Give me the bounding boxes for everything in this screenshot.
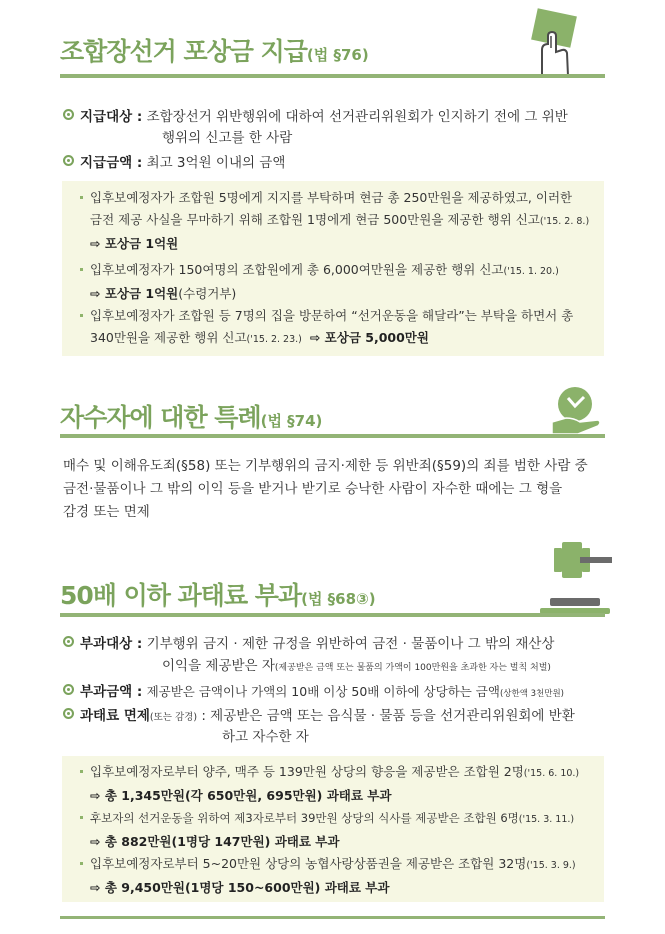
square-bullet-icon <box>80 314 83 317</box>
s3-exempt-item <box>63 706 608 728</box>
s1-ex2-date: ('15. 1. 20.) <box>503 266 559 277</box>
hand-holding-ballot-icon <box>522 6 584 78</box>
s3-ex1-result: ⇨ 총 1,345만원(각 650만원, 695만원) 과태료 부과 <box>90 788 392 803</box>
s1-ex1-line2: 금전 제공 사실을 무마하기 위해 조합원 1명에게 현금 500만원을 제공한 행위 신고 <box>90 212 540 227</box>
bullet-dot-icon <box>63 684 74 695</box>
s3-target-text1: 기부행위 금지 · 제한 규정을 위반하여 금전 · 물품이나 그 밖의 재산상 <box>146 636 555 652</box>
s3-ex2-line1: 후보자의 선거운동을 위하여 제3자로부터 39만원 상당의 식사를 제공받은 조합원 6명 <box>90 811 519 825</box>
s1-ex3-line1: 입후보예정자가 조합원 등 7명의 집을 방문하여 “선거운동을 해달라”는 부탁을 하면서 총 <box>90 308 574 323</box>
s3-ex3-result: ⇨ 총 9,450만원(1명당 150~600만원) 과태료 부과 <box>90 880 390 895</box>
s3-ex3-line1: 입후보예정자로부터 5~20만원 상당의 농협사랑상품권을 제공받은 조합원 32명 <box>90 856 527 871</box>
section1-law-ref: (법 §76) <box>306 46 369 64</box>
section2-law-ref: (법 §74) <box>260 412 323 430</box>
s1-example-3 <box>80 305 600 351</box>
s3-example-2 <box>80 807 600 853</box>
s3-target-note: (제공받은 금액 또는 물품의 가액이 100만원을 초과한 자는 벌칙 처벌) <box>274 663 551 673</box>
square-bullet-icon <box>80 268 83 271</box>
s3-target-text2: 이익을 제공받은 자 <box>162 658 275 674</box>
s1-target-label: 지급대상 : <box>80 109 143 125</box>
s1-ex3-result: ⇨ 포상금 5,000만원 <box>309 330 429 345</box>
s3-ex1-date: ('15. 6. 10.) <box>523 768 580 779</box>
s1-example-2 <box>80 259 600 305</box>
square-bullet-icon <box>80 196 83 199</box>
s1-ex2-result-note: (수령거부) <box>178 286 237 301</box>
section3-rule <box>60 613 605 617</box>
square-bullet-icon <box>80 862 83 865</box>
s1-ex1-date: ('15. 2. 8.) <box>539 216 590 227</box>
s3-exempt-note: (또는 감경) <box>149 712 198 723</box>
s3-amount-text: 제공받은 금액이나 가액의 10배 이상 50배 이하에 상당하는 금액 <box>146 684 500 699</box>
s3-exempt-text1: : 제공받은 금액 또는 음식물 · 물품 등을 선거관리위원회에 반환 <box>201 708 575 724</box>
s3-target-item <box>63 634 608 655</box>
s3-example-1 <box>80 761 600 807</box>
s1-target-text1: 조합장선거 위반행위에 대하여 선거관리위원회가 인지하기 전에 그 위반 <box>146 109 568 125</box>
s3-ex3-date: ('15. 3. 9.) <box>526 860 576 871</box>
bullet-dot-icon <box>63 636 74 647</box>
bullet-dot-icon <box>63 708 74 719</box>
s3-amount-label: 부과금액 : <box>80 684 143 700</box>
s3-target-label: 부과대상 : <box>80 636 143 652</box>
s1-amount-text: 최고 3억원 이내의 금액 <box>146 155 286 171</box>
s2-line1: 매수 및 이해유도죄(§58) 또는 기부행위의 금지·제한 등 위반죄(§59)의 죄를 범한 사람 중 <box>63 458 588 474</box>
s1-example-1 <box>80 187 600 255</box>
s2-line2: 금전·물품이나 그 밖의 이익 등을 받거나 받기로 승낙한 사람이 자수한 때에는 그 형을 <box>63 481 563 497</box>
s1-ex1-line1: 입후보예정자가 조합원 5명에게 지지를 부탁하며 현금 총 250만원을 제공하였고, 이러한 <box>90 190 573 205</box>
s3-amount-item <box>63 681 608 705</box>
section2-title-text: 자수자에 대한 특례 <box>60 403 261 432</box>
s3-ex1-line1: 입후보예정자로부터 양주, 맥주 등 139만원 상당의 향응을 제공받은 조합원 2명 <box>90 764 524 779</box>
s2-paragraph <box>63 455 608 524</box>
section3-title <box>60 576 605 612</box>
section3-title-text: 50배 이하 과태료 부과 <box>60 581 302 610</box>
square-bullet-icon <box>80 770 83 773</box>
s2-line3: 감경 또는 면제 <box>63 504 150 520</box>
s1-target-item <box>63 107 608 128</box>
section2-rule <box>60 434 605 438</box>
s3-exempt-label: 과태료 면제 <box>80 708 150 724</box>
s1-ex2-line1: 입후보예정자가 150여명의 조합원에게 총 6,000여만원을 제공한 행위 신고 <box>90 262 504 277</box>
s3-target-line2 <box>162 656 607 679</box>
section3-law-ref: (법 §68③) <box>301 590 376 608</box>
s1-ex2-result: ⇨ 포상금 1억원 <box>90 286 179 301</box>
s1-amount-item <box>63 153 608 174</box>
bullet-dot-icon <box>63 155 74 166</box>
s3-amount-note: (상한액 3천만원) <box>499 689 564 699</box>
s3-exempt-text2: 하고 자수한 자 <box>222 729 309 745</box>
section2-title <box>60 398 605 434</box>
hand-receiving-coin-icon <box>548 384 604 436</box>
section1-title-text: 조합장선거 포상금 지급 <box>60 37 307 66</box>
gavel-icon <box>540 538 614 618</box>
s1-amount-label: 지급금액 : <box>80 155 143 171</box>
square-bullet-icon <box>80 816 83 819</box>
bottom-rule <box>60 916 605 919</box>
s1-target-text2: 행위의 신고를 한 사람 <box>162 130 293 146</box>
s1-ex1-result: ⇨ 포상금 1억원 <box>90 236 179 251</box>
bullet-dot-icon <box>63 109 74 120</box>
s3-ex2-date: ('15. 3. 11.) <box>518 814 575 825</box>
s3-ex2-result: ⇨ 총 882만원(1명당 147만원) 과태료 부과 <box>90 834 340 849</box>
s1-ex3-date: ('15. 2. 23.) <box>246 334 302 345</box>
s3-example-3 <box>80 853 600 899</box>
s1-ex3-line2: 340만원을 제공한 행위 신고 <box>90 330 247 345</box>
section1-rule <box>60 74 605 78</box>
